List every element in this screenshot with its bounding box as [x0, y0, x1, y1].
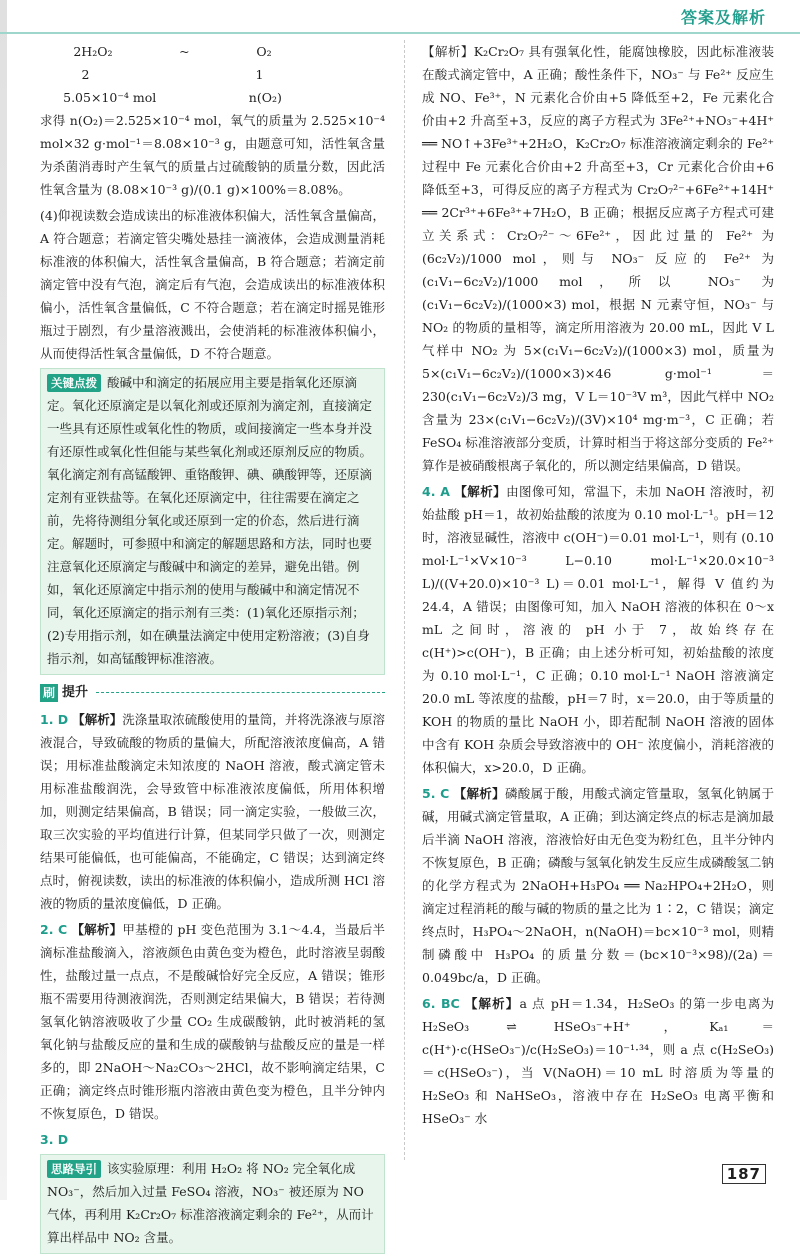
question-number: 5. C: [422, 786, 450, 801]
analysis-text: 洗涤量取浓硫酸使用的量筒，并将洗涤液与原溶液混合，导致硫酸的物质的量偏大，所配溶液浓度偏高，A 错误；用标准盐酸滴定未知浓度的 NaOH 溶液，酸式滴定管未用标准盐酸润洗，会导致管中标准液浓度偏低，所用体积增加，则测定结果偏高，B 错误；同一滴定实验，一般做三次，取三次实验的平均值进行计算，但某同学只做了一次，则测定结果可能偏低，也可能偏高，不能确定，C 错误；达到滴定终点时，俯视读数，读出的标准液的体积偏小，造成所测 HCl 溶液的物质的量浓度偏低，D 正确。: [40, 712, 385, 911]
header-rule: [0, 32, 800, 34]
question-2: [40, 918, 385, 1125]
analysis-text: a 点 pH＝1.34，H₂SeO₃ 的第一步电离为 H₂SeO₃ ⇌ HSeO₃⁻+H⁺，Kₐ₁＝c(H⁺)·c(HSeO₃⁻)/c(H₂SeO₃)＝10⁻¹·³⁴，则 a 点 c(H₂SeO₃)＝c(HSeO₃⁻)，当 V(NaOH)＝10 mL 时溶质为等量的 H₂SeO₃ 和 NaHSeO₃，溶液中存在 H₂SeO₃ 电离平衡和 HSeO₃⁻ 水: [422, 996, 774, 1126]
thinking-guide-tag: 思路导引: [47, 1160, 101, 1178]
formula-cell: n(O₂): [248, 90, 282, 105]
formula-row: [40, 40, 385, 63]
formula-cell: 5.05×10⁻⁴ mol: [63, 90, 157, 105]
question-1: [40, 708, 385, 915]
calc-paragraph: 求得 n(O₂)＝2.525×10⁻⁴ mol，氧气的质量为 2.525×10⁻⁴ mol×32 g·mol⁻¹＝8.08×10⁻³ g，由题意可知，活性氧含量为杀菌消毒时产生氧气的质量占过硫酸钠的质量分数，因此活性氧含量为 (8.08×10⁻³ g)/(0.1 g)×100%＝8.08%。: [40, 113, 385, 197]
formula-cell: 1: [255, 67, 264, 82]
analysis-label: 【解析】: [464, 996, 520, 1011]
analysis-label: 【解析】: [454, 484, 507, 499]
formula-cell: 2H₂O₂: [73, 44, 113, 59]
analysis-text: 磷酸属于酸，用酸式滴定管量取，氢氧化钠属于碱，用碱式滴定管量取，A 正确；到达滴定终点的标志是滴加最后半滴 NaOH 溶液，溶液恰好由无色变为粉红色，且半分钟内不恢复原色，B 正确；磷酸与氢氧化钠发生反应生成磷酸氢二钠的化学方程式为 2NaOH+H₃PO₄ ══ Na₂HPO₄+2H₂O，则滴定过程消耗的酸与碱的物质的量之比为 1∶2，C 错误；滴定终点时，H₃PO₄～2NaOH，n(NaOH)＝bc×10⁻³ mol，则精制磷酸中 H₃PO₄ 的质量分数＝(bc×10⁻³×98)/(2a)＝0.049bc/a，D 正确。: [422, 786, 774, 985]
key-tip-box: [40, 368, 385, 675]
analysis-label: 【解析】: [453, 786, 505, 801]
question-3-analysis: 【解析】K₂Cr₂O₇ 具有强氧化性，能腐蚀橡胶，因此标准液装在酸式滴定管中，A 正确；酸性条件下，NO₃⁻ 与 Fe²⁺ 反应生成 NO、Fe³⁺，N 元素化合价由+5 降低至+2，Fe 元素化合价由+2 升高至+3，反应的离子方程式为 3Fe²⁺+NO₃⁻+4H⁺ ══ NO↑+3Fe³⁺+2H₂O，K₂Cr₂O₇ 标准溶液滴定剩余的 Fe²⁺ 过程中 Fe 元素化合价由+2 升高至+3，Cr 元素化合价由+6 降低至+3，可得反应的离子方程式为 Cr₂O₇²⁻+6Fe²⁺+14H⁺ ══ 2Cr³⁺+6Fe³⁺+7H₂O，B 正确；根据反应离子方程式可建立关系式：Cr₂O₇²⁻～6Fe²⁺，因此过量的 Fe²⁺ 为 (6c₂V₂)/1000 mol，则与 NO₃⁻ 反应的 Fe²⁺ 为 (c₁V₁−6c₂V₂)/1000 mol，所以 NO₃⁻ 为 (c₁V₁−6c₂V₂)/(1000×3) mol，根据 N 元素守恒，NO₃⁻ 与 NO₂ 的物质的量相等，滴定所用溶液为 20.00 mL，因此 V L 气样中 NO₂ 为 5×(c₁V₁−6c₂V₂)/(1000×3) mol，质量为 5×(c₁V₁−6c₂V₂)/(1000×3)×46 g·mol⁻¹＝230(c₁V₁−6c₂V₂)/3 mg，V L＝10⁻³V m³，因此气样中 NO₂ 含量为 23×(c₁V₁−6c₂V₂)/(3V)×10⁴ mg·m⁻³，C 正确；若 FeSO₄ 标准溶液部分变质，计算时相当于将这部分变质的 Fe²⁺ 算作是被硝酸根离子氧化的，所以测定结果偏高，D 错误。: [422, 44, 774, 473]
section-label: 提升: [62, 685, 89, 700]
key-tip-tag: 关键点拨: [47, 374, 101, 392]
column-divider: [404, 40, 405, 1160]
analysis-text: 甲基橙的 pH 变色范围为 3.1～4.4，当最后半滴标准盐酸滴入，溶液颜色由黄色变为橙色，此时溶液呈弱酸性，盐酸过量一点点，不是酸碱恰好完全反应，A 错误；锥形瓶不需要用待测液润洗，否则测定结果偏大，B 错误；若待测氢氧化钠溶液吸收了少量 CO₂ 生成碳酸钠，此时被消耗的氢氧化钠与盐酸反应的量和生成的碳酸钠与盐酸反应的量是一样多的，即 2NaOH～Na₂CO₃～2HCl，故不影响滴定结果，C 正确；滴定终点时锥形瓶内溶液由黄色变为橙色，且半分钟内不恢复原色，D 错误。: [40, 922, 385, 1121]
question-6: [422, 992, 774, 1130]
part4-paragraph: (4)仰视读数会造成读出的标准液体积偏大，活性氧含量偏高，A 符合题意；若滴定管尖嘴处悬挂一滴液体，会造成测量消耗标准液的体积偏大，活性氧含量偏高，B 符合题意；若滴定前滴定管中没有气泡，滴定后有气泡，会造成读出的标准液体积偏小，活性氧含量偏低，C 不符合题意；若在滴定时摇晃锥形瓶过于剧烈，有少量溶液溅出，会使消耗的标准液体积偏小，从而使得活性氧含量偏低，D 不符合题意。: [40, 208, 385, 361]
formula-row: [40, 63, 385, 86]
section-rule: [96, 692, 385, 693]
page-number: [722, 1163, 766, 1186]
section-title: [40, 681, 385, 704]
header-title: 答案及解析: [680, 8, 766, 27]
page-number-value: 187: [722, 1164, 766, 1184]
question-number: 6. BC: [422, 996, 460, 1011]
thinking-guide-box: [40, 1154, 385, 1254]
question-number: 1. D: [40, 712, 69, 727]
page-binding-edge: [0, 0, 7, 1200]
formula-cell: 2: [81, 67, 90, 82]
thinking-guide-text: 该实验原理：利用 H₂O₂ 将 NO₂ 完全氧化成 NO₃⁻，然后加入过量 FeSO₄ 溶液，NO₃⁻ 被还原为 NO 气体，再利用 K₂Cr₂O₇ 标准溶液滴定剩余的 Fe²⁺，从而计算出样品中 NO₂ 含量。: [47, 1161, 374, 1245]
question-3-header: [40, 1128, 385, 1151]
formula-row: [40, 86, 385, 109]
analysis-label: 【解析】: [72, 712, 123, 727]
analysis-text: 由图像可知，常温下，未加 NaOH 溶液时，初始盐酸 pH＝1，故初始盐酸的浓度为 0.10 mol·L⁻¹。pH＝12 时，溶液显碱性，溶液中 c(OH⁻)＝0.01 mol·L⁻¹，则有 (0.10 mol·L⁻¹×V×10⁻³ L−0.10 mol·L⁻¹×20.0×10⁻³ L)/((V+20.0)×10⁻³ L)＝0.01 mol·L⁻¹，解得 V 值约为 24.4，A 错误；由图像可知，加入 NaOH 溶液的体积在 0～x mL 之间时，溶液的 pH 小于 7，故始终存在 c(H⁺)>c(OH⁻)，B 正确；由上述分析可知，初始盐酸的浓度为 0.10 mol·L⁻¹，C 正确；0.10 mol·L⁻¹ NaOH 溶液滴定 20.0 mL 等浓度的盐酸，pH＝7 时，x＝20.0，由于等质量的 KOH 的物质的量比 NaOH 小，即若配制 NaOH 溶液的固体中含有 KOH 杂质会导致溶液中的 OH⁻ 浓度偏小，消耗溶液的体积偏大，x>20.0，D 正确。: [422, 484, 774, 775]
question-number: 2. C: [40, 922, 68, 937]
left-column: [40, 40, 385, 1260]
right-column: [422, 40, 774, 1133]
section-badge: 刷: [40, 684, 58, 702]
question-5: [422, 782, 774, 989]
formula-cell: O₂: [256, 44, 272, 59]
question-number: 3. D: [40, 1132, 69, 1147]
question-number: 4. A: [422, 484, 450, 499]
key-tip-text: 酸碱中和滴定的拓展应用主要是指氧化还原滴定。氧化还原滴定是以氧化剂或还原剂为滴定剂，直接滴定一些具有还原性或氧化性的物质，或间接滴定一些本身并没有还原性或氧化性但能与某些氧化剂或还原剂反应的物质。氧化滴定剂有高锰酸钾、重铬酸钾、碘、碘酸钾等，还原滴定剂有亚铁盐等。在氧化还原滴定中，往往需要在滴定之前，先将待测组分氧化或还原到一定的价态，然后进行滴定。解题时，可参照中和滴定的解题思路和方法，同时也要注意氧化还原滴定与酸碱中和滴定的差异，避免出错。例如，氧化还原滴定中指示剂的使用与酸碱中和滴定情况不同，氧化还原滴定的指示剂有三类：(1)氧化还原指示剂；(2)专用指示剂，如在碘量法滴定中使用定粉溶液；(3)自身指示剂，如高锰酸钾标准溶液。: [47, 375, 373, 666]
analysis-label: 【解析】: [71, 922, 123, 937]
question-4: [422, 480, 774, 779]
formula-cell: ~: [179, 44, 190, 59]
